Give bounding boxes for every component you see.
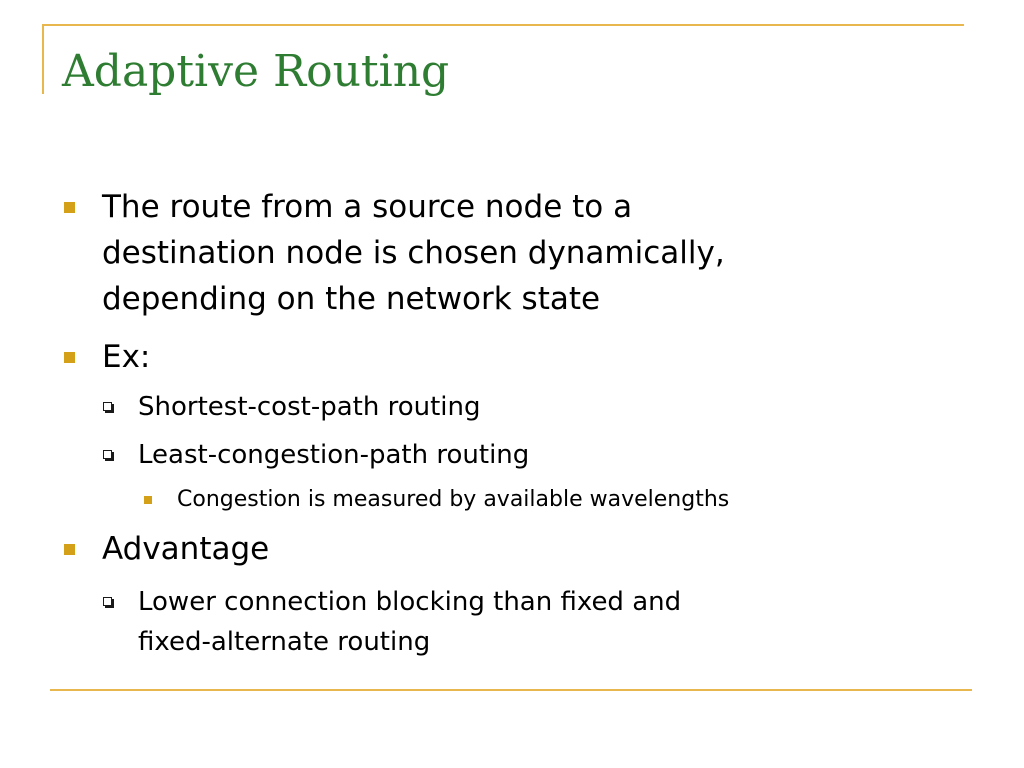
square-bullet-icon xyxy=(64,202,75,213)
subbullet-text-line: Lower connection blocking than fixed and xyxy=(138,587,682,617)
subbullet-text: Shortest-cost-path routing xyxy=(138,392,481,422)
subbullet-text xyxy=(138,582,681,662)
hollow-square-bullet-icon xyxy=(103,450,112,459)
bullet-text-line: destination node is chosen dynamically, xyxy=(102,235,725,271)
bottom-rule xyxy=(50,689,972,691)
hollow-square-bullet-icon xyxy=(103,402,112,411)
subbullet-text-line: fixed-alternate routing xyxy=(138,627,431,657)
bullet-text-line: The route from a source node to a xyxy=(102,189,633,225)
slide-title: Adaptive Routing xyxy=(62,46,450,97)
hollow-square-bullet-icon xyxy=(103,597,112,606)
bullet-text xyxy=(102,184,725,322)
subbullet-text: Least-congestion-path routing xyxy=(138,440,530,470)
square-bullet-icon xyxy=(64,544,75,555)
square-bullet-icon xyxy=(144,496,152,504)
bullet-text: Advantage xyxy=(102,531,270,567)
bullet-text: Ex: xyxy=(102,339,151,375)
square-bullet-icon xyxy=(64,352,75,363)
bullet-text-line: depending on the network state xyxy=(102,281,601,317)
subsubbullet-text: Congestion is measured by available wavelengths xyxy=(177,487,730,512)
